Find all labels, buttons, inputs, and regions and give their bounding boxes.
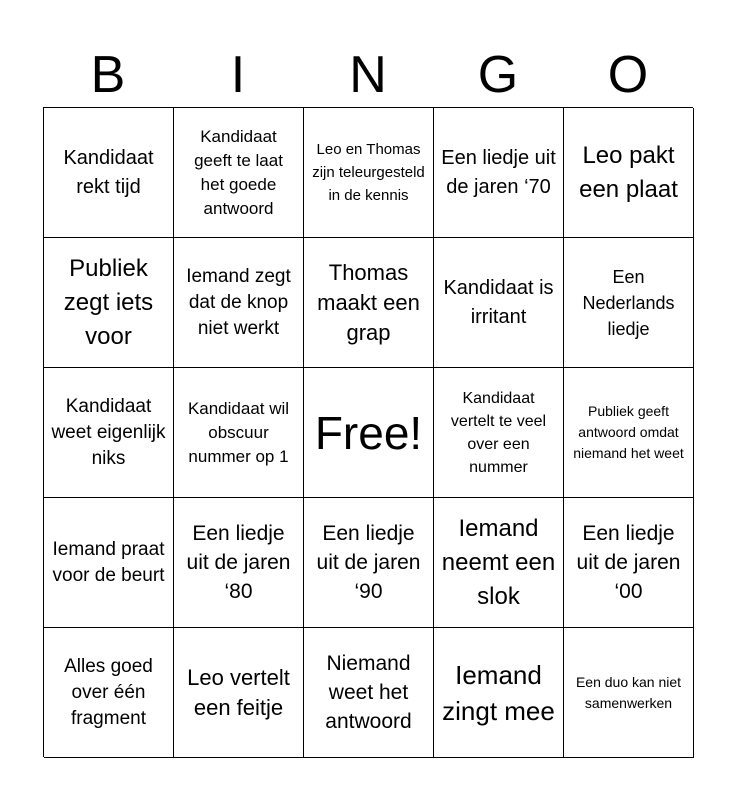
- header-letter-g: G: [477, 46, 519, 104]
- bingo-cell: Een liedje uit de jaren ‘00: [564, 498, 694, 628]
- bingo-cell: Leo vertelt een feitje: [174, 628, 304, 758]
- bingo-cell: Iemand zingt mee: [434, 628, 564, 758]
- free-cell: Free!: [304, 368, 434, 498]
- bingo-cell: Iemand praat voor de beurt: [44, 498, 174, 628]
- bingo-cell: Iemand neemt een slok: [434, 498, 564, 628]
- bingo-card-grid: [43, 107, 693, 757]
- bingo-cell: Kandidaat geeft te laat het goede antwoord: [174, 108, 304, 238]
- bingo-cell: Een liedje uit de jaren ‘90: [304, 498, 434, 628]
- bingo-cell: Een liedje uit de jaren ‘70: [434, 108, 564, 238]
- bingo-cell: Kandidaat vertelt te veel over een nummer: [434, 368, 564, 498]
- header-letter-b: B: [90, 46, 126, 104]
- bingo-cell: Een duo kan niet samenwerken: [564, 628, 694, 758]
- bingo-cell: Een Nederlands liedje: [564, 238, 694, 368]
- bingo-cell: Een liedje uit de jaren ‘80: [174, 498, 304, 628]
- bingo-cell: Publiek zegt iets voor: [44, 238, 174, 368]
- header-letter-n: N: [349, 46, 387, 104]
- header-letter-o: O: [607, 46, 649, 104]
- bingo-cell: Leo en Thomas zijn teleurgesteld in de kennis: [304, 108, 434, 238]
- bingo-cell: Niemand weet het antwoord: [304, 628, 434, 758]
- bingo-cell: Kandidaat wil obscuur nummer op 1: [174, 368, 304, 498]
- bingo-cell: Alles goed over één fragment: [44, 628, 174, 758]
- bingo-cell: Kandidaat weet eigenlijk niks: [44, 368, 174, 498]
- bingo-cell: Thomas maakt een grap: [304, 238, 434, 368]
- bingo-cell: Kandidaat rekt tijd: [44, 108, 174, 238]
- header-letter-i: I: [230, 46, 246, 104]
- bingo-cell: Publiek geeft antwoord omdat niemand het weet: [564, 368, 694, 498]
- bingo-cell: Iemand zegt dat de knop niet werkt: [174, 238, 304, 368]
- bingo-cell: Leo pakt een plaat: [564, 108, 694, 238]
- bingo-cell: Kandidaat is irritant: [434, 238, 564, 368]
- bingo-header: [43, 44, 693, 106]
